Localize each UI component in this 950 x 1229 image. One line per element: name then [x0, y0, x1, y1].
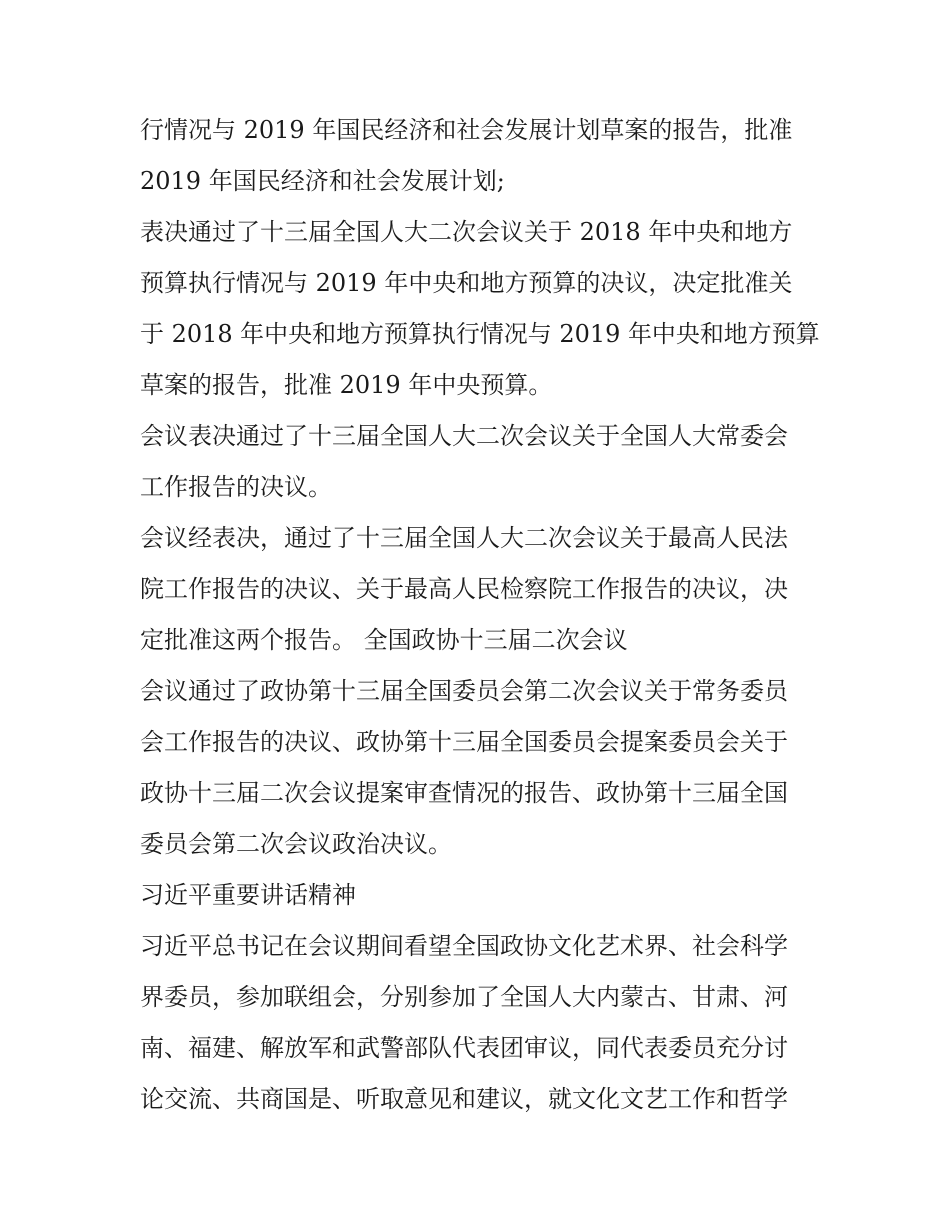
text-line: 于 2018 年中央和地方预算执行情况与 2019 年中央和地方预算 — [140, 320, 820, 348]
text-line: 南、福建、解放军和武警部队代表团审议，同代表委员充分讨 — [140, 1034, 788, 1062]
text-line: 预算执行情况与 2019 年中央和地方预算的决议，决定批准关 — [140, 269, 793, 297]
text-line: 草案的报告，批准 2019 年中央预算。 — [140, 371, 553, 399]
text-line: 2019 年国民经济和社会发展计划; — [140, 167, 505, 195]
text-line: 论交流、共商国是、听取意见和建议，就文化文艺工作和哲学 — [140, 1085, 788, 1113]
text-line: 院工作报告的决议、关于最高人民检察院工作报告的决议，决 — [140, 575, 788, 603]
text-line: 会议经表决，通过了十三届全国人大二次会议关于最高人民法 — [140, 524, 788, 552]
section-heading: 习近平重要讲话精神 — [140, 881, 356, 909]
document-body — [140, 105, 820, 1125]
text-line: 工作报告的决议。 — [140, 473, 332, 501]
text-line: 会工作报告的决议、政协第十三届全国委员会提案委员会关于 — [140, 728, 788, 756]
text-line: 习近平总书记在会议期间看望全国政协文化艺术界、社会科学 — [140, 932, 788, 960]
text-line: 会议表决通过了十三届全国人大二次会议关于全国人大常委会 — [140, 422, 788, 450]
text-line: 定批准这两个报告。 全国政协十三届二次会议 — [140, 626, 628, 654]
text-line: 表决通过了十三届全国人大二次会议关于 2018 年中央和地方 — [140, 218, 793, 246]
text-line: 委员会第二次会议政治决议。 — [140, 830, 452, 858]
text-line: 政协十三届二次会议提案审查情况的报告、政协第十三届全国 — [140, 779, 788, 807]
text-line: 行情况与 2019 年国民经济和社会发展计划草案的报告，批准 — [140, 116, 793, 144]
text-line: 会议通过了政协第十三届全国委员会第二次会议关于常务委员 — [140, 677, 788, 705]
text-line: 界委员，参加联组会，分别参加了全国人大内蒙古、甘肃、河 — [140, 983, 788, 1011]
